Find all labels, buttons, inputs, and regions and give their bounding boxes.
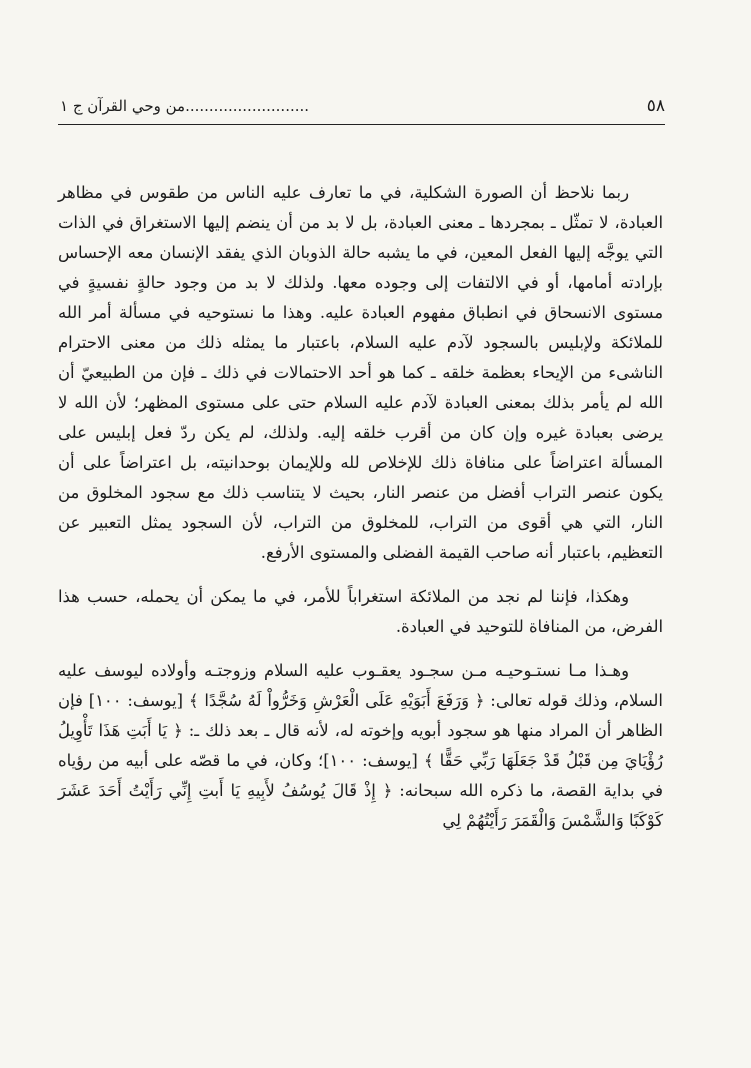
header-rule xyxy=(58,124,665,125)
body-text xyxy=(58,178,663,836)
paragraph-3: وهـذا مـا نستـوحيـه مـن سجـود يعقـوب عليه السلام وزوجتـه وأولاده ليوسف عليه السلام، وذلك قوله تعالى: ﴿ وَرَفَعَ أَبَوَيْهِ عَلَى الْعَرْشِ وَخَرُّواْ لَهُ سُجَّدًا ﴾ [يوسف: ١٠٠] فإن الظاهر أن المراد منها هو سجود أبويه وإخوته له، لأنه قال ـ بعد ذلك ـ: ﴿ يَا أَبَتِ هَذَا تَأْوِيلُ رُؤْيَايَ مِن قَبْلُ قَدْ جَعَلَهَا رَبِّي حَقًّا ﴾ [يوسف: ١٠٠]؛ وكان، في ما قصّه على أبيه من رؤياه في بداية القصة، ما ذكره الله سبحانه: ﴿ إِذْ قَالَ يُوسُفُ لأَبِيهِ يَا أَبتِ إِنِّي رَأَيْتُ أَحَدَ عَشَرَ كَوْكَبًا وَالشَّمْسَ وَالْقَمَرَ رَأَيْتُهُمْ لِي xyxy=(58,661,663,830)
paragraph-gap xyxy=(58,568,663,582)
paragraph-2: وهكذا، فإننا لم نجد من الملائكة استغراباً للأمر، في ما يمكن أن يحمله، حسب هذا الفرض، من المنافاة للتوحيد في العبادة. xyxy=(58,587,663,636)
paragraph-gap xyxy=(58,642,663,656)
page-number: ٥٨ xyxy=(646,96,665,116)
running-title: ..........................من وحي القرآن ج ١ xyxy=(60,97,310,115)
page-header xyxy=(60,92,665,120)
paragraph-1: ربما نلاحظ أن الصورة الشكلية، في ما تعارف عليه الناس من طقوس في مظاهر العبادة، لا تمثّل ـ بمجردها ـ معنى العبادة، بل لا بد من أن ينضم إليها الاستغراق في الذات التي يوجَّه إليها الفعل المعين، في ما يشبه حالة الذوبان الذي يفقد الإنسان معه الإحساس بإرادته أمامها، أو في الالتفات إلى وجوده معها. ولذلك لا بد من وجود حالةٍ نفسيةٍ في مستوى الانسحاق في انطباق مفهوم العبادة عليه. وهذا ما نستوحيه في مسألة أمر الله للملائكة ولإبليس بالسجود لآدم عليه السلام، باعتبار ما يمثله ذلك من معنى الاحترام الناشىء من الإيحاء بعظمة خلقه ـ كما هو أحد الاحتمالات في ذلك ـ فإن من الطبيعيّ أن الله لم يأمر بذلك بمعنى العبادة لآدم عليه السلام حتى على مستوى المظهر؛ لأن الله لا يرضى بعبادة غيره وإن كان من أقرب خلقه إليه. ولذلك، لم يكن ردّ فعل إبليس على المسألة اعتراضاً على منافاة ذلك للإخلاص لله وللإيمان بوحدانيته، بل اعتراضاً على أن يكون عنصر التراب أفضل من عنصر النار، بحيث لا يتناسب ذلك مع سجود المخلوق من النار، التي هي أقوى من التراب، للمخلوق من التراب، لأن السجود يمثل التعبير عن التعظيم، باعتبار أنه صاحب القيمة الفضلى والمستوى الأرفع. xyxy=(58,183,663,562)
